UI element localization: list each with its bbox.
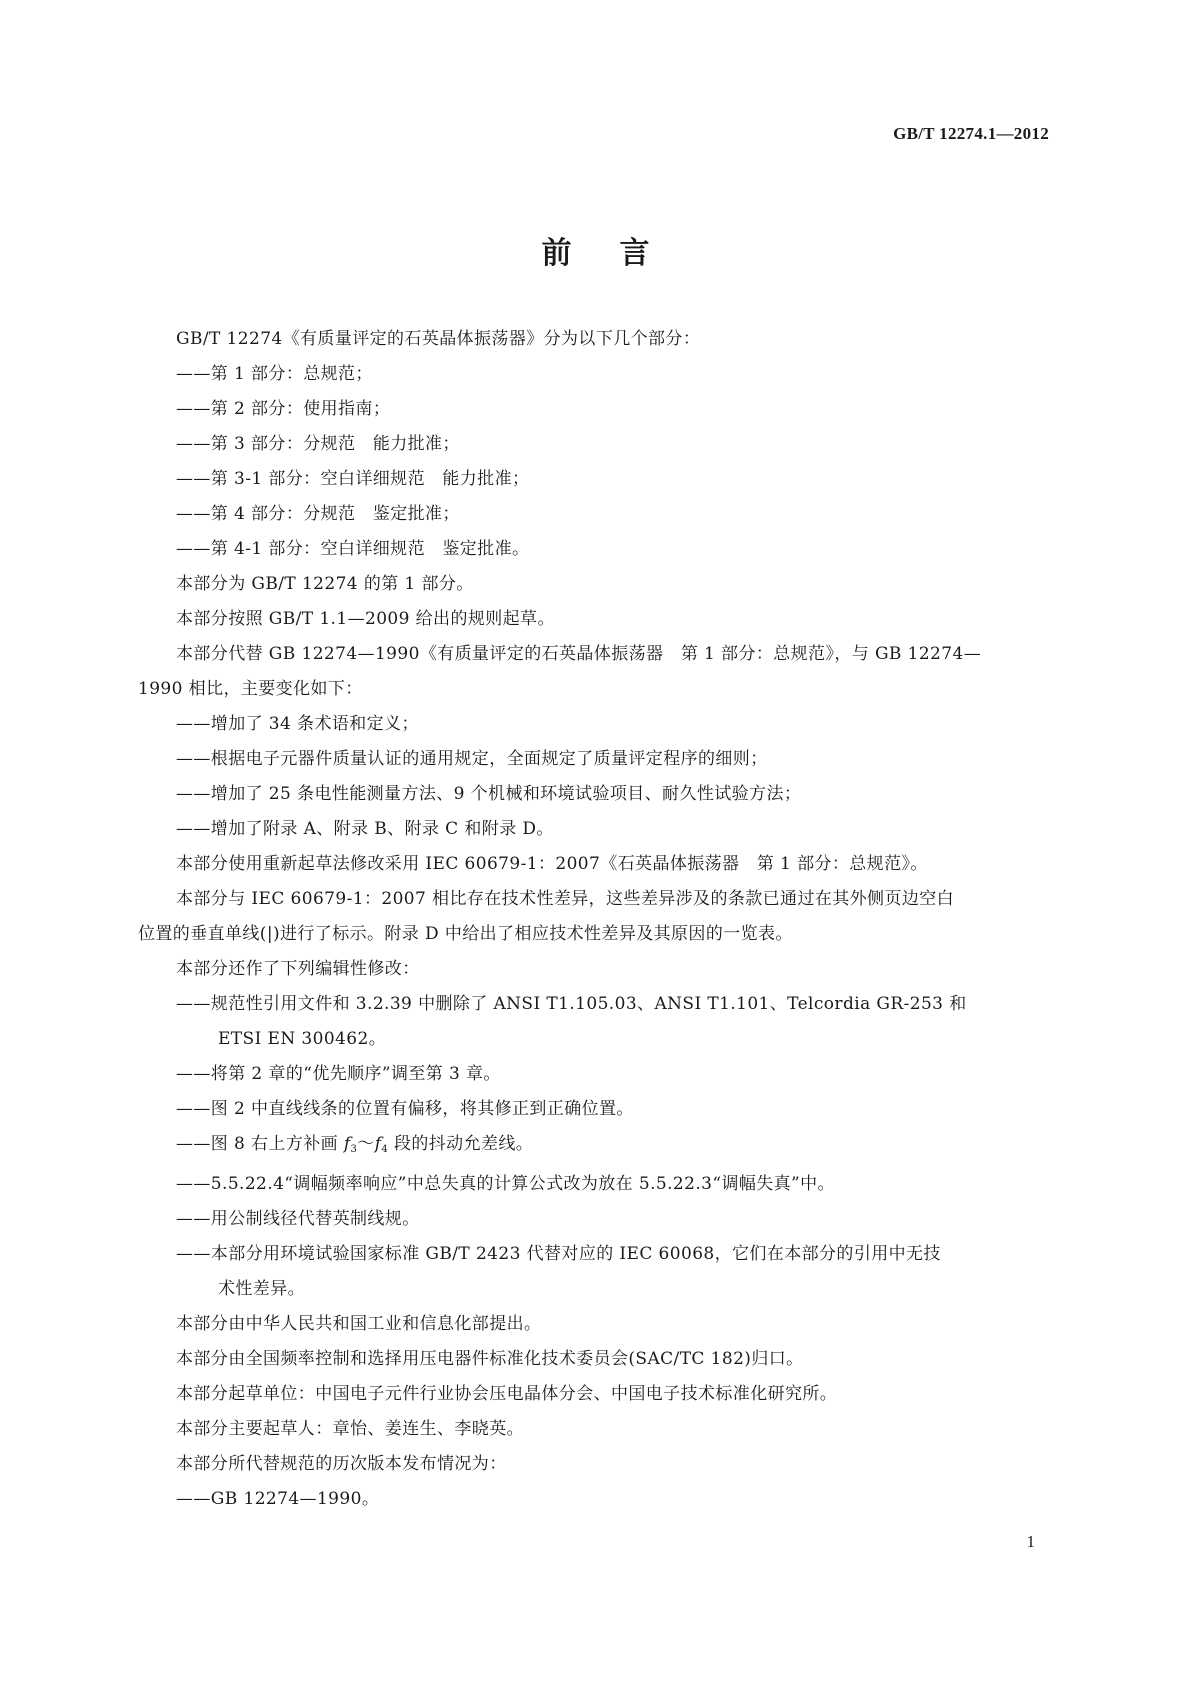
paragraph-line: 本部分所代替规范的历次版本发布情况为： bbox=[176, 1454, 507, 1474]
paragraph-line: 本部分主要起草人：章怡、姜连生、李晓英。 bbox=[176, 1419, 524, 1439]
paragraph-line: GB/T 12274《有质量评定的石英晶体振荡器》分为以下几个部分： bbox=[176, 329, 701, 349]
paragraph-line: 1990 相比，主要变化如下： bbox=[138, 679, 363, 699]
paragraph-line: 位置的垂直单线(|)进行了标示。附录 D 中给出了相应技术性差异及其原因的一览表。 bbox=[138, 924, 793, 944]
list-item: ——第 2 部分：使用指南； bbox=[176, 399, 391, 419]
list-item: ——增加了附录 A、附录 B、附录 C 和附录 D。 bbox=[176, 819, 554, 839]
formula-part: f bbox=[343, 1134, 351, 1154]
list-item: ——增加了 25 条电性能测量方法、9 个机械和环境试验项目、耐久性试验方法； bbox=[176, 784, 802, 804]
list-item: ——规范性引用文件和 3.2.39 中删除了 ANSI T1.105.03、ANSI T1.101、Telcordia GR-253 和 bbox=[176, 994, 967, 1014]
list-item: ——第 3 部分：分规范 能力批准； bbox=[176, 434, 460, 454]
page-title: 前言 bbox=[541, 236, 698, 271]
foreword-body bbox=[138, 322, 1056, 1517]
standard-code: GB/T 12274.1—2012 bbox=[893, 124, 1049, 143]
list-item: ——根据电子元器件质量认证的通用规定，全面规定了质量评定程序的细则； bbox=[176, 749, 768, 769]
list-item: ——将第 2 章的“优先顺序”调至第 3 章。 bbox=[176, 1064, 501, 1084]
list-item: ——图 2 中直线线条的位置有偏移，将其修正到正确位置。 bbox=[176, 1099, 634, 1119]
paragraph-line: 术性差异。 bbox=[218, 1279, 305, 1299]
list-item: ——本部分用环境试验国家标准 GB/T 2423 代替对应的 IEC 60068，它们在本部分的引用中无技 bbox=[176, 1244, 941, 1264]
list-item: ——GB 12274—1990。 bbox=[176, 1489, 380, 1509]
paragraph-line: 本部分为 GB/T 12274 的第 1 部分。 bbox=[176, 574, 474, 594]
list-item: ——第 4-1 部分：空白详细规范 鉴定批准。 bbox=[176, 539, 530, 559]
paragraph-line: 本部分由中华人民共和国工业和信息化部提出。 bbox=[176, 1314, 542, 1334]
page-number: 1 bbox=[1026, 1532, 1035, 1551]
paragraph-line: 本部分代替 GB 12274—1990《有质量评定的石英晶体振荡器 第 1 部分：总规范》，与 GB 12274— bbox=[176, 644, 982, 664]
list-item: ——增加了 34 条术语和定义； bbox=[176, 714, 419, 734]
paragraph-line: 本部分还作了下列编辑性修改： bbox=[176, 959, 420, 979]
list-item: ——5.5.22.4“调幅频率响应”中总失真的计算公式改为放在 5.5.22.3“调幅失真”中。 bbox=[176, 1174, 835, 1194]
formula-part: f bbox=[374, 1134, 382, 1154]
paragraph-line: 本部分按照 GB/T 1.1—2009 给出的规则起草。 bbox=[176, 609, 555, 629]
list-item: ——第 3-1 部分：空白详细规范 能力批准； bbox=[176, 469, 530, 489]
paragraph-line: 本部分由全国频率控制和选择用压电器件标准化技术委员会(SAC/TC 182)归口。 bbox=[176, 1349, 804, 1369]
paragraph-line: ETSI EN 300462。 bbox=[218, 1029, 387, 1049]
list-item bbox=[176, 1127, 1056, 1167]
formula-part: ～ bbox=[357, 1134, 375, 1154]
list-item: ——第 1 部分：总规范； bbox=[176, 364, 373, 384]
list-item: ——用公制线径代替英制线规。 bbox=[176, 1209, 420, 1229]
list-item: ——第 4 部分：分规范 鉴定批准； bbox=[176, 504, 460, 524]
formula-part: 3 bbox=[350, 1144, 358, 1155]
paragraph-line: 本部分起草单位：中国电子元件行业协会压电晶体分会、中国电子技术标准化研究所。 bbox=[176, 1384, 838, 1404]
formula-part: 4 bbox=[381, 1144, 389, 1155]
formula-part: 段的抖动允差线。 bbox=[388, 1134, 534, 1154]
paragraph-line: 本部分与 IEC 60679-1：2007 相比存在技术性差异，这些差异涉及的条款已通过在其外侧页边空白 bbox=[176, 889, 955, 909]
formula-part: ——图 8 右上方补画 bbox=[176, 1134, 344, 1154]
paragraph-line: 本部分使用重新起草法修改采用 IEC 60679-1：2007《石英晶体振荡器 第 1 部分：总规范》。 bbox=[176, 854, 928, 874]
